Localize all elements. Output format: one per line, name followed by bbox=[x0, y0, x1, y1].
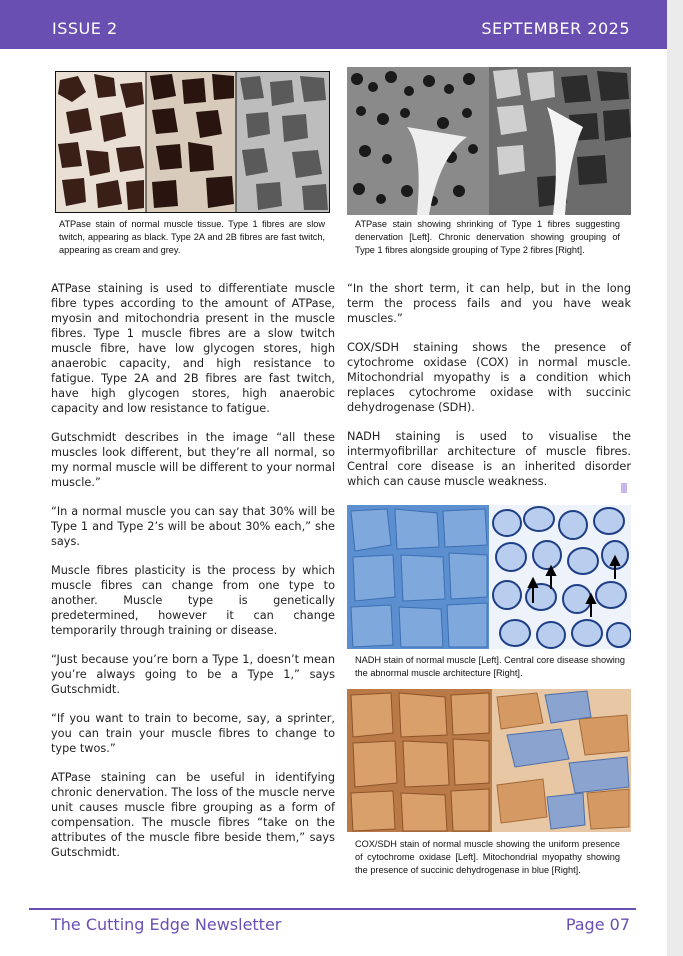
paragraph: ATPase staining can be useful in identifying chronic denervation. The loss of the muscle nerve unit causes muscle fibre grouping as a form of compensation. The muscle fibres “take on the attributes of the muscle fibre beside them,” says Gutschmidt. bbox=[51, 771, 335, 859]
newsletter-title: The Cutting Edge Newsletter bbox=[51, 915, 282, 934]
scrollbar-track[interactable] bbox=[667, 0, 683, 956]
atpase-denervation-micrograph bbox=[347, 67, 631, 215]
cox-sdh-image bbox=[347, 689, 631, 832]
footer-divider bbox=[29, 908, 636, 910]
header-bar bbox=[0, 0, 667, 49]
issue-date: SEPTEMBER 2025 bbox=[481, 19, 630, 38]
paragraph: NADH staining is used to visualise the intermyofibrillar architecture of muscle fibres. Central core disease is an inherited disorder which can cause muscle weakness. bbox=[347, 430, 631, 488]
issue-label: ISSUE 2 bbox=[52, 19, 118, 38]
caption-atpase-normal: ATPase stain of normal muscle tissue. Type 1 fibres are slow twitch, appearing as black. Type 2A and 2B fibres are fast twitch, appearing as cream and grey. bbox=[59, 219, 325, 255]
caption-nadh: NADH stain of normal muscle [Left]. Central core disease showing the abnormal muscle architecture [Right]. bbox=[355, 655, 625, 678]
atpase-denervation-image bbox=[347, 67, 631, 215]
atpase-normal-micrograph bbox=[56, 72, 329, 212]
nadh-image bbox=[347, 505, 631, 649]
paragraph: ATPase staining is used to differentiate muscle fibre types according to the amount of ATPase, myosin and mitochondria present in the muscle fibres. Type 1 muscle fibres are a slow twitch muscle fibre, have low glycogen stores, high anaerobic capacity, and high resistance to fatigue. Type 2A and 2B fibres are fast twitch, have high glycogen stores, high anaerobic capacity and low resistance to fatigue. bbox=[51, 282, 335, 415]
paragraph: “If you want to train to become, say, a sprinter, you can train your muscle fibres to change to type twos.” bbox=[51, 712, 335, 755]
paragraph: COX/SDH staining shows the presence of cytochrome oxidase (COX) in normal muscle. Mitochondrial myopathy is a condition which replaces cytochrome oxidase with succinic dehydrogenase (SDH). bbox=[347, 341, 631, 414]
caption-cox-sdh: COX/SDH stain of normal muscle showing the uniform presence of cytochrome oxidase [Left]. Mitochondrial myopathy showing the presence of succinic dehydrogenase in blue [Right]. bbox=[355, 839, 620, 875]
left-article-column bbox=[51, 281, 335, 874]
page-number: Page 07 bbox=[565, 915, 630, 934]
caption-atpase-denervation: ATPase stain showing shrinking of Type 1 fibres suggesting denervation [Left]. Chronic denervation showing grouping of Type 1 fibres alongside grouping of Type 2 fibres [Right]. bbox=[355, 219, 620, 255]
right-article-column bbox=[347, 281, 631, 503]
paragraph: Gutschmidt describes in the image “all these muscles look different, but they’re all normal, so my normal muscle will be different to your normal muscle.” bbox=[51, 431, 335, 489]
cox-sdh-micrograph bbox=[347, 689, 631, 832]
paragraph: “In the short term, it can help, but in the long term the process fails and you have weak muscles.” bbox=[347, 282, 631, 325]
paragraph: Muscle fibres plasticity is the process by which muscle fibres can change from one type to another. Muscle type is genetically predetermined, however it can change temporarily through training or disease. bbox=[51, 564, 335, 637]
paragraph: “In a normal muscle you can say that 30% will be Type 1 and Type 2’s will be about 30% each,” she says. bbox=[51, 505, 335, 548]
atpase-normal-image bbox=[55, 71, 330, 213]
column-end-marker bbox=[621, 483, 627, 493]
nadh-micrograph bbox=[347, 505, 631, 649]
paragraph: “Just because you’re born a Type 1, doesn’t mean you’re always going to be a Type 1,” says Gutschmidt. bbox=[51, 653, 335, 696]
